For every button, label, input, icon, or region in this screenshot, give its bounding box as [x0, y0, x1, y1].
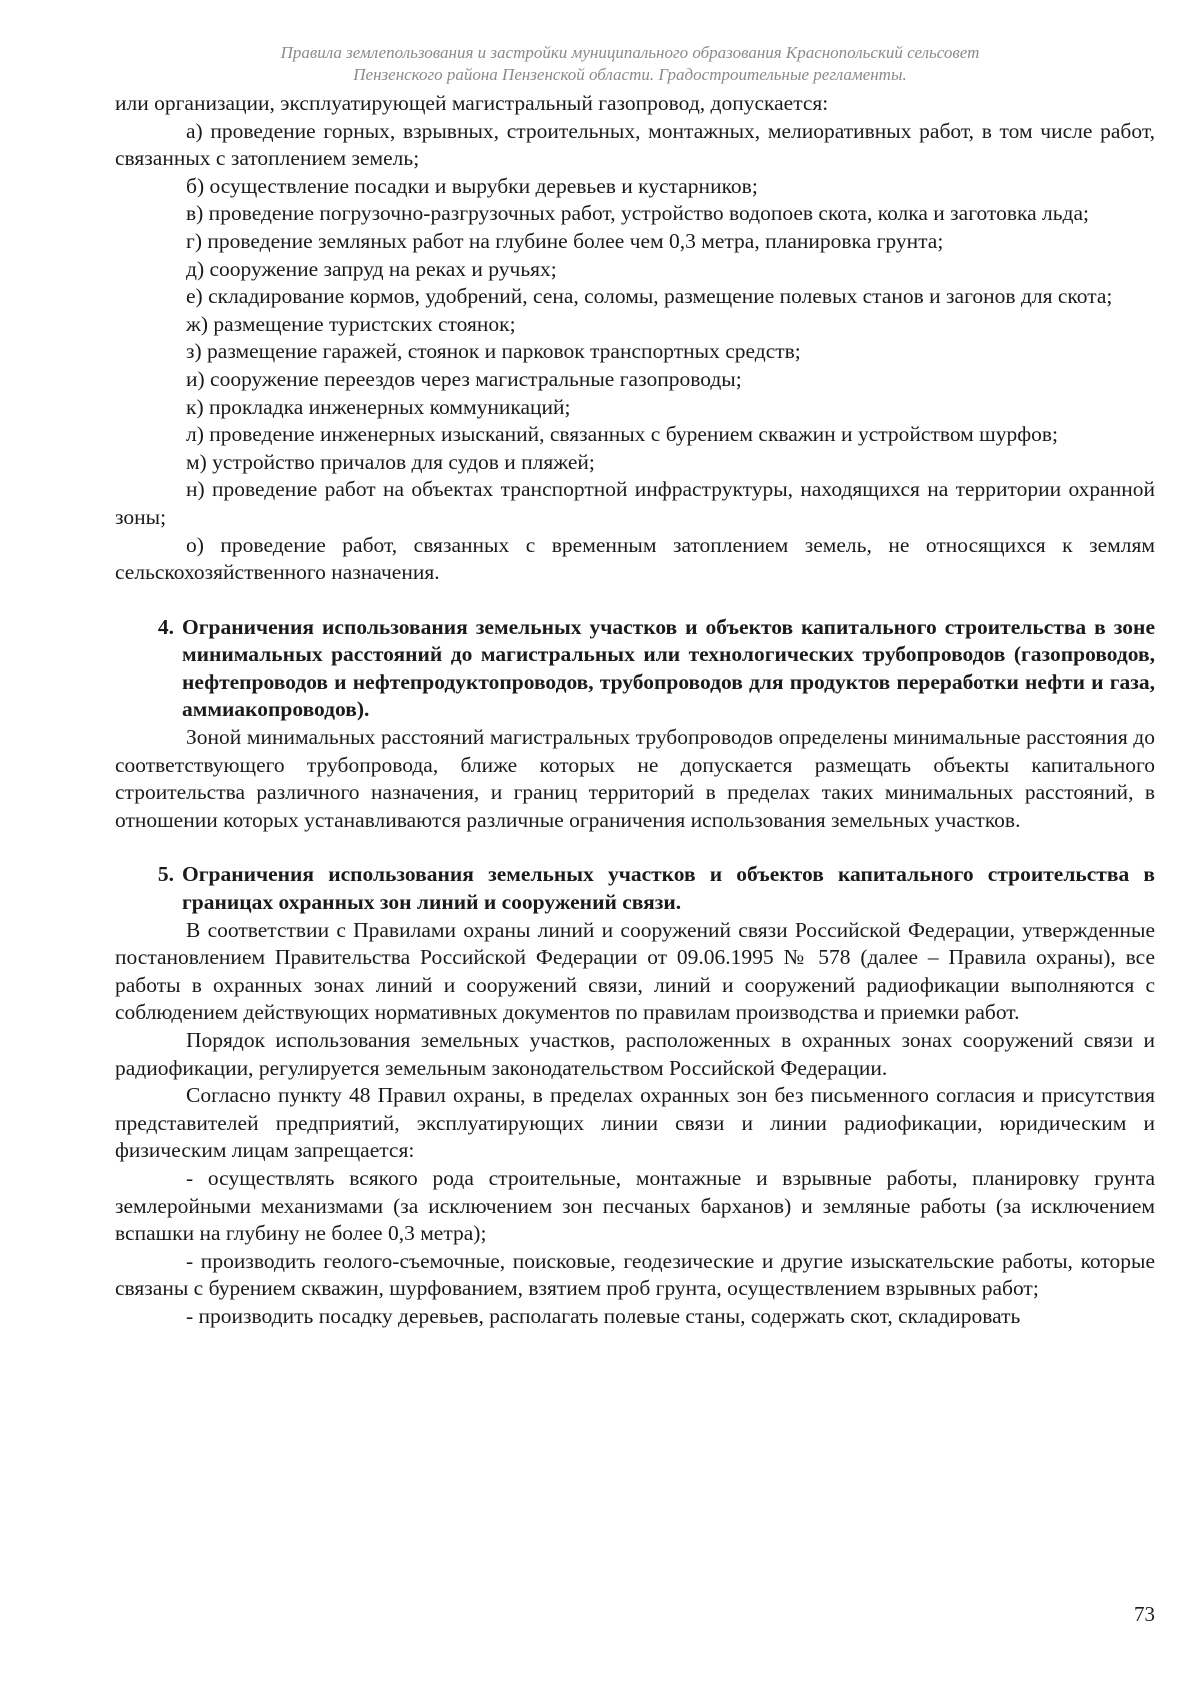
section-gap	[115, 834, 1155, 861]
paragraph: ж) размещение туристских стоянок;	[186, 311, 516, 336]
paragraph: Согласно пункту 48 Правил охраны, в пределах охранных зон без письменного согласия и присутствия представителей предприятий, эксплуатирующих линии связи и линии радиофикации, юридическим и физическим лицам запрещается:	[115, 1083, 1155, 1163]
paragraph: или организации, эксплуатирующей магистральный газопровод, допускается:	[115, 91, 829, 115]
paragraph: В соответствии с Правилами охраны линий и сооружений связи Российской Федерации, утвержденные постановлением Правительства Российской Федерации от 09.06.1995 № 578 (далее – Правила охраны), все работы в охранных зонах линий и сооружений связи, линий и сооружений радиофикации выполняются с соблюдением действующих нормативных документов по правилам производства и приемки работ.	[115, 917, 1155, 1025]
paragraph: Зоной минимальных расстояний магистральных трубопроводов определены минимальные расстояния до соответствующего трубопровода, ближе которых не допускается размещать объекты капитального строительства различного назначения, и границ территорий в пределах таких минимальных расстояний, в отношении которых устанавливаются различные ограничения использования земельных участков.	[115, 725, 1155, 832]
section-heading	[115, 861, 1155, 916]
section-heading-text: Ограничения использования земельных участков и объектов капитального строительства в зоне минимальных расстояний до магистральных или технологических трубопроводов (газопроводов, нефтепроводов и нефтепродуктопроводов, трубопроводов для продуктов переработки нефти и газа, аммиакопроводов).	[182, 614, 1155, 722]
paragraph: н) проведение работ на объектах транспортной инфраструктуры, находящихся на территории охранной зоны;	[115, 477, 1155, 529]
paragraph: в) проведение погрузочно-разгрузочных работ, устройство водопоев скота, колка и заготовка льда;	[186, 201, 1090, 226]
paragraph: и) сооружение переездов через магистральные газопроводы;	[186, 366, 742, 391]
section-gap	[115, 587, 1155, 614]
paragraph: д) сооружение запруд на реках и ручьях;	[186, 256, 557, 281]
section-heading-text: Ограничения использования земельных участков и объектов капитального строительства в границах охранных зон линий и сооружений связи.	[182, 862, 1155, 915]
paragraph: к) прокладка инженерных коммуникаций;	[186, 394, 571, 419]
running-header-line-1: Правила землепользования и застройки муниципального образования Краснопольский сельсовет	[280, 43, 980, 62]
running-header	[150, 42, 1110, 86]
section-number: 4.	[157, 614, 174, 639]
paragraph: - производить геолого-съемочные, поисковые, геодезические и другие изыскательские работы, которые связаны с бурением скважин, шурфованием, взятием проб грунта, осуществлением взрывных работ;	[115, 1248, 1155, 1301]
paragraph: б) осуществление посадки и вырубки деревьев и кустарников;	[186, 173, 758, 198]
section-heading	[115, 614, 1155, 724]
running-header-line-2: Пензенского района Пензенской области. Градостроительные регламенты.	[353, 65, 907, 84]
paragraph: - производить посадку деревьев, располагать полевые станы, содержать скот, складировать	[186, 1303, 1021, 1328]
paragraph: о) проведение работ, связанных с временным затоплением земель, не относящихся к землям сельскохозяйственного назначения.	[115, 532, 1155, 585]
page-number: 73	[1134, 1602, 1155, 1626]
section-number: 5.	[157, 862, 174, 887]
paragraph: з) размещение гаражей, стоянок и парковок транспортных средств;	[186, 339, 801, 364]
paragraph: - осуществлять всякого рода строительные, монтажные и взрывные работы, планировку грунта землеройными механизмами (за исключением зон песчаных барханов) и земляные работы (за исключением вспашки на глубину не более 0,3 метра);	[115, 1165, 1155, 1246]
paragraph: Порядок использования земельных участков, расположенных в охранных зонах сооружений связи и радиофикации, регулируется земельным законодательством Российской Федерации.	[115, 1028, 1155, 1080]
paragraph: г) проведение земляных работ на глубине более чем 0,3 метра, планировка грунта;	[186, 228, 944, 253]
body-text	[115, 90, 1155, 1331]
paragraph: е) складирование кормов, удобрений, сена, соломы, размещение полевых станов и загонов для скота;	[186, 284, 1113, 309]
paragraph: м) устройство причалов для судов и пляжей;	[186, 449, 595, 474]
paragraph: л) проведение инженерных изысканий, связанных с бурением скважин и устройством шурфов;	[186, 422, 1059, 447]
paragraph: а) проведение горных, взрывных, строительных, монтажных, мелиоративных работ, в том числе работ, связанных с затоплением земель;	[115, 118, 1155, 171]
